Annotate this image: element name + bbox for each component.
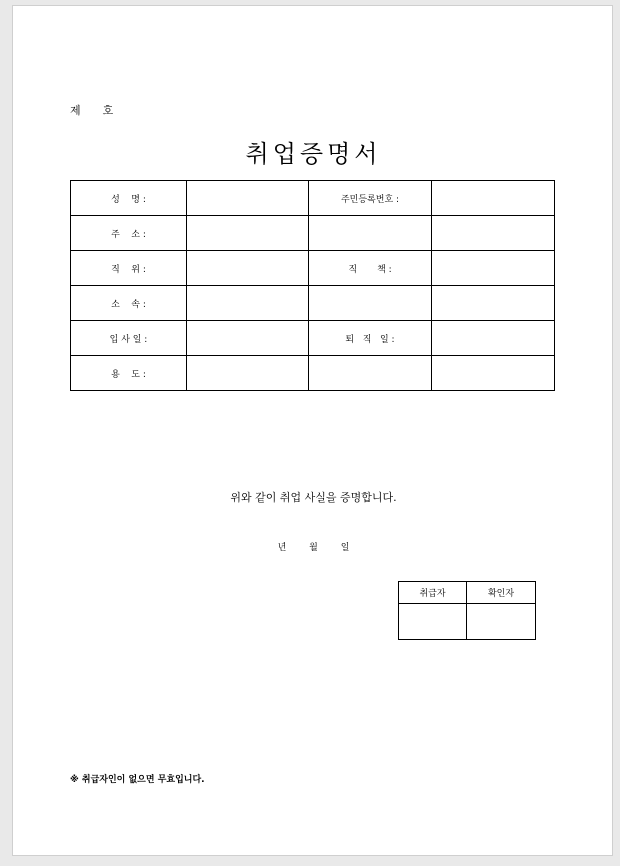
checker-seal-box[interactable] — [467, 604, 536, 640]
handler-header: 취급자 — [399, 582, 467, 604]
table-row — [399, 582, 536, 604]
signature-table — [398, 581, 536, 640]
purpose-label: 용 도 : — [71, 356, 187, 391]
duty-label: 직 책 : — [309, 251, 432, 286]
table-row — [71, 286, 555, 321]
table-row — [71, 181, 555, 216]
handler-seal-box[interactable] — [399, 604, 467, 640]
date-line: 년 월 일 — [277, 543, 350, 553]
department-field[interactable] — [187, 286, 309, 321]
table-row — [71, 321, 555, 356]
info-table — [70, 180, 555, 391]
address-field-extra-2[interactable] — [432, 216, 555, 251]
document-number — [70, 102, 113, 118]
retire-date-field[interactable] — [432, 321, 555, 356]
purpose-field-extra[interactable] — [309, 356, 432, 391]
position-field[interactable] — [187, 251, 309, 286]
purpose-field[interactable] — [187, 356, 309, 391]
table-row — [71, 216, 555, 251]
certification-statement: 위와 같이 취업 사실을 증명합니다. — [230, 491, 397, 504]
document-title: 취업증명서 — [245, 140, 382, 168]
hire-date-label: 입 사 일 : — [71, 321, 187, 356]
table-row — [71, 251, 555, 286]
address-field[interactable] — [187, 216, 309, 251]
document-number-suffix: 호 — [102, 104, 114, 117]
address-field-extra[interactable] — [309, 216, 432, 251]
resident-number-field[interactable] — [432, 181, 555, 216]
name-label: 성 명 : — [71, 181, 187, 216]
purpose-field-extra-2[interactable] — [432, 356, 555, 391]
checker-header: 확인자 — [467, 582, 536, 604]
department-label: 소 속 : — [71, 286, 187, 321]
document-number-prefix: 제 — [70, 104, 81, 117]
position-label: 직 위 : — [71, 251, 187, 286]
department-field-extra-2[interactable] — [432, 286, 555, 321]
address-label: 주 소 : — [71, 216, 187, 251]
department-field-extra[interactable] — [309, 286, 432, 321]
retire-date-label: 퇴 직 일 : — [309, 321, 432, 356]
hire-date-field[interactable] — [187, 321, 309, 356]
table-row — [399, 604, 536, 640]
table-row — [71, 356, 555, 391]
duty-field[interactable] — [432, 251, 555, 286]
name-field[interactable] — [187, 181, 309, 216]
validity-note: ※ 취급자인이 없으면 무효입니다. — [70, 775, 205, 785]
document-page — [12, 5, 613, 856]
resident-number-label: 주민등록번호 : — [309, 181, 432, 216]
